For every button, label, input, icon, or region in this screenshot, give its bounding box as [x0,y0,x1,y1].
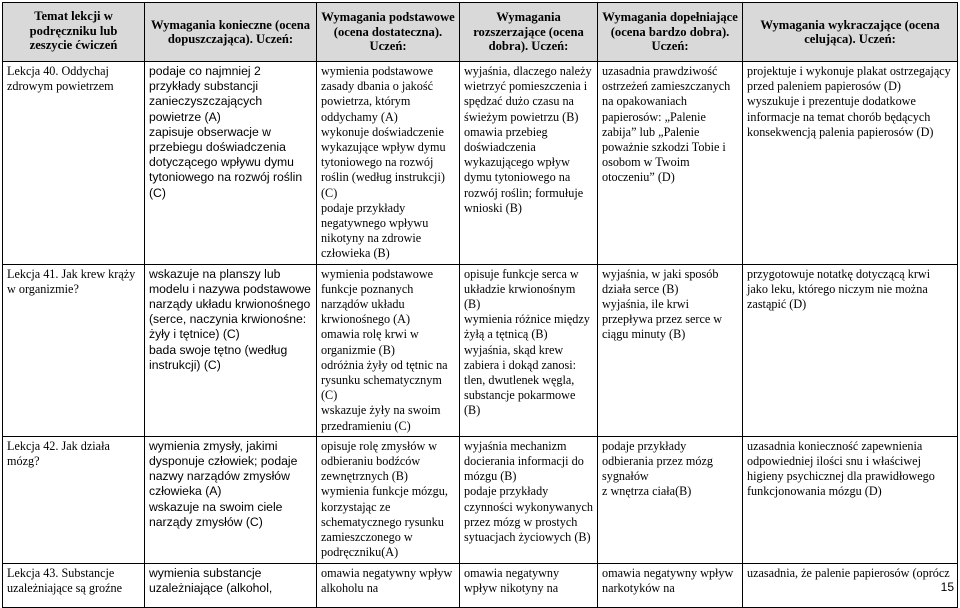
header-konieczne: Wymagania konieczne (ocena dopuszczająca). Uczeń: [145,3,317,62]
requirement-item: wymienia funkcje mózgu, korzystając ze schematycznego rysunku zamieszczonego w podręczniku(A) [321,484,448,560]
table-row [3,563,958,607]
requirement-item: wyjaśnia, skąd krew zabiera i dokąd zanosi: tlen, dwutlenek węgla, substancje pokarmowe (B) [464,342,577,418]
lesson-topic-cell [3,264,145,436]
requirement-item: wskazuje żyły na swoim przedramieniu (C) [321,403,441,433]
lesson-title: Lekcja 40. Oddychaj zdrowym powietrzem [7,64,114,94]
requirement-item: podaje co najmniej 2 przykłady substancji zanieczyszczających powietrze (A) [149,64,263,124]
table-row [3,62,958,265]
podstawowe-cell [317,264,460,436]
lesson-title: Lekcja 41. Jak krew krąży w organizmie? [7,266,136,296]
rozszerzajace-cell [460,264,598,436]
requirement-item: opisuje funkcje serca w układzie krwionośnym (B) [464,266,579,312]
requirement-item: wyjaśnia mechanizm docierania informacji do mózgu (B) [464,438,584,484]
requirement-item: odróżnia żyły od tętnic na rysunku schematycznym (C) [321,357,448,403]
header-dopelniajace: Wymagania dopełniające (ocena bardzo dobra). Uczeń: [598,3,743,62]
lesson-title: Lekcja 42. Jak działa mózg? [7,438,110,469]
wykraczajace-cell [743,62,958,265]
requirement-item: przygotowuje notatkę dotyczącą krwi jako leku, którego niczym nie można zastąpić (D) [747,266,931,312]
requirement-item: projektuje i wykonuje plakat ostrzegający przed paleniem papierosów (D) [747,64,951,94]
rozszerzajace-cell [460,436,598,563]
requirement-item: wyjaśnia, w jaki sposób działa serce (B) [602,266,719,296]
wykraczajace-cell [743,436,958,563]
requirement-item: wymienia podstawowe funkcje poznanych narządów układu krwionośnego (A) [321,266,434,327]
dopelniajace-cell [598,563,743,607]
requirement-item: wymienia podstawowe zasady dbania o jakość powietrza, którym oddychamy (A) [321,64,434,124]
requirement-item: omawia przebieg doświadczenia wykazującego wpływ dymu tytoniowego na rozwój roślin; formułuje wnioski (B) [464,124,584,215]
requirement-item: wskazuje na swoim ciele narządy zmysłów (C) [149,499,283,529]
konieczne-cell [145,436,317,563]
requirement-item: omawia rolę krwi w organizmie (B) [321,327,419,357]
requirement-item: wyszukuje i prezentuje dodatkowe informacje na temat chorób będących konsekwencją palenia papierosów (D) [747,94,934,139]
konieczne-cell [145,264,317,436]
lesson-title: Lekcja 43. Substancje uzależniające są groźne [7,565,123,595]
requirement-item: uzasadnia prawdziwość ostrzeżeń zamieszczanych na opakowaniach papierosów: „Palenie zabija” lub „Palenie poważnie szkodzi Tobie i osobom w Twoim otoczeniu” (D) [602,64,731,185]
requirement-item: wyjaśnia, ile krwi przepływa przez serce w ciągu minuty (B) [602,297,723,342]
podstawowe-cell [317,563,460,607]
rozszerzajace-cell [460,563,598,607]
rozszerzajace-cell [460,62,598,265]
requirements-table [2,2,958,608]
requirement-item: omawia negatywny wpływ narkotyków na [602,565,734,595]
requirement-item: wskazuje na planszy lub modelu i nazywa podstawowe narządy układu krwionośnego (serce, naczynia krwionośne: żyły i tętnice) (C) [149,266,311,342]
requirement-item: wymienia zmysły, jakimi dysponuje człowiek; podaje nazwy narządów zmysłów człowieka (A) [149,438,298,499]
table-header-row [3,3,958,62]
podstawowe-cell [317,62,460,265]
requirement-item: wymienia substancje uzależniające (alkohol, [149,565,273,595]
dopelniajace-cell [598,264,743,436]
requirement-item: omawia negatywny wpływ nikotyny na [464,565,560,595]
header-wykraczajace: Wymagania wykraczające (ocena celująca). Uczeń: [743,3,958,62]
requirement-item: podaje przykłady odbierania przez mózg sygnałów [602,438,713,484]
podstawowe-cell [317,436,460,563]
requirement-item: zapisuje obserwacje w przebiegu doświadczenia dotyczącego wpływu dymu tytoniowego na rozwój roślin (C) [149,124,303,200]
requirement-item: bada swoje tętno (według instrukcji) (C) [149,342,288,372]
header-podstawowe: Wymagania podstawowe (ocena dostateczna). Uczeń: [317,3,460,62]
requirement-item: podaje przykłady negatywnego wpływu nikotyny na zdrowie człowieka (B) [321,200,429,261]
table-row [3,436,958,563]
requirement-item: z wnętrza ciała(B) [602,484,692,499]
requirement-item: uzasadnia, że palenie papierosów (oprócz [747,565,950,580]
table-row [3,264,958,436]
requirement-item: uzasadnia konieczność zapewnienia odpowiedniej ilości snu i właściwej higieny psychicznej dla prawidłowego funkcjonowania mózgu (D) [747,438,935,499]
dopelniajace-cell [598,62,743,265]
dopelniajace-cell [598,436,743,563]
requirement-item: podaje przykłady czynności wykonywanych przez mózg w prostych sytuacjach życiowych (B) [464,484,593,545]
requirement-item: wykonuje doświadczenie wykazujące wpływ dymu tytoniowego na rozwój roślin (według instrukcji) (C) [321,124,446,200]
header-rozszerzajace: Wymagania rozszerzające (ocena dobra). Uczeń: [460,3,598,62]
lesson-topic-cell [3,62,145,265]
header-lesson-topic: Temat lekcji w podręczniku lub zeszycie ćwiczeń [3,3,145,62]
page-number: 15 [940,580,954,594]
requirement-item: omawia negatywny wpływ alkoholu na [321,565,453,595]
lesson-topic-cell [3,436,145,563]
requirement-item: opisuje rolę zmysłów w odbieraniu bodźców zewnętrznych (B) [321,438,438,484]
konieczne-cell [145,62,317,265]
konieczne-cell [145,563,317,607]
wykraczajace-cell [743,264,958,436]
wykraczajace-cell [743,563,958,607]
lesson-topic-cell [3,563,145,607]
requirement-item: wyjaśnia, dlaczego należy wietrzyć pomieszczenia i spędzać dużo czasu na świeżym powietrzu (B) [464,64,592,124]
requirement-item: wymienia różnice między żyłą a tętnicą (B) [464,312,590,342]
